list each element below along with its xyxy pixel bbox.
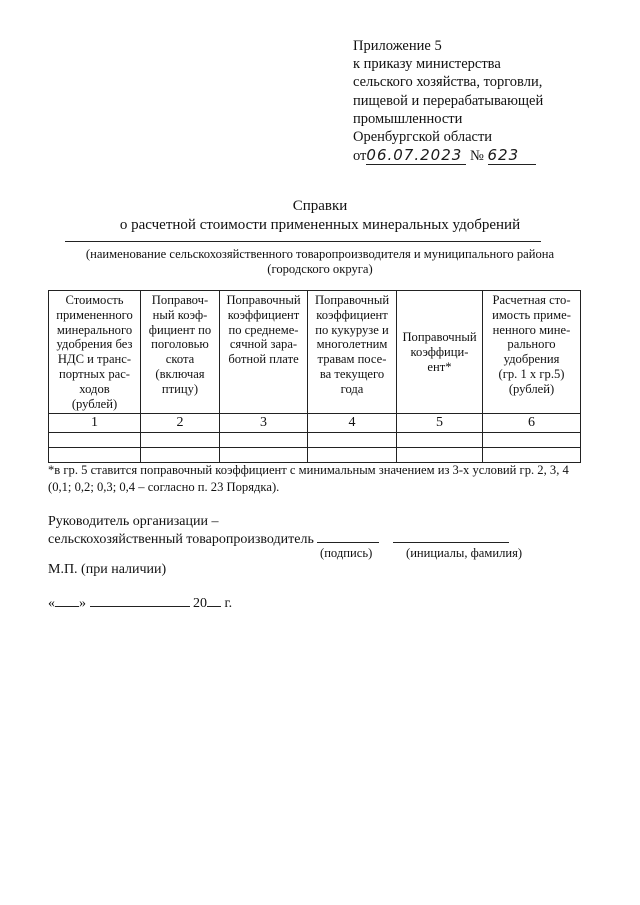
appendix-line: к приказу министерства: [353, 56, 501, 73]
footnote: *в гр. 5 ставится поправочный коэффициент с минимальным значением из 3-х условий гр. 2, 3, 4 (0,1; 0,2; 0,3; 0,4 – согласно п. 23 Порядка).: [48, 463, 569, 494]
date-prefix: от: [353, 148, 367, 165]
producer-caption: (наименование сельскохозяйственного товаропроизводителя и муниципального района: [85, 247, 555, 261]
appendix-block: [353, 37, 543, 165]
fertilizer-cost-table: [48, 290, 581, 463]
date-close-quote: »: [79, 596, 86, 611]
stamp-label: М.П. (при наличии): [48, 562, 167, 577]
column-number: 5: [397, 414, 483, 433]
column-number: 1: [49, 414, 141, 433]
appendix-line: Приложение 5: [353, 38, 442, 54]
signature-title: Руководитель организации –: [48, 514, 219, 529]
column-number: 4: [308, 414, 397, 433]
date-open-quote: «: [48, 596, 55, 611]
table-row: [49, 433, 581, 448]
year-suffix: г.: [224, 596, 233, 611]
year-field: [207, 594, 221, 607]
signature-caption: (подпись): [320, 546, 373, 560]
name-field: [393, 530, 509, 543]
appendix-line: сельского хозяйства, торговли,: [353, 74, 543, 91]
document-subtitle: о расчетной стоимости примененных минеральных удобрений: [119, 217, 521, 233]
producer-name-line: [65, 241, 541, 242]
table-number-row: [49, 414, 581, 433]
document-title: Справки: [292, 198, 348, 214]
day-field: [55, 594, 79, 607]
order-number: 623: [488, 146, 536, 165]
column-number: 6: [483, 414, 581, 433]
appendix-line: Оренбургской области: [353, 129, 493, 146]
table-row: [49, 448, 581, 463]
date-line: [48, 594, 232, 612]
header-cell-calculated-cost: Расчетная сто- имость приме- ненного мине- рального удобрения (гр. 1 х гр.5) (рублей): [483, 291, 581, 414]
column-number: 3: [220, 414, 308, 433]
month-field: [90, 594, 190, 607]
name-caption: (инициалы, фамилия): [406, 546, 523, 560]
table-header-row: [49, 291, 581, 414]
appendix-line: промышленности: [353, 110, 463, 127]
number-prefix: №: [470, 148, 484, 165]
header-cell-correction-coefficient: Поправочный коэффици- ент*: [397, 291, 483, 414]
header-cell-salary-coefficient: Поправочный коэффициент по среднеме- сячной зара- ботной плате: [220, 291, 308, 414]
signature-field: [317, 530, 379, 543]
order-date: 06.07.2023: [366, 146, 466, 165]
appendix-line: пищевой и перерабатывающей: [353, 92, 544, 109]
producer-label: сельскохозяйственный товаропроизводитель: [48, 532, 314, 547]
order-date-line: [353, 146, 543, 165]
header-cell-crop-coefficient: Поправочный коэффициент по кукурузе и многолетним травам посе- ва текущего года: [308, 291, 397, 414]
year-prefix: 20: [193, 596, 207, 611]
column-number: 2: [141, 414, 220, 433]
header-cell-cost: Стоимость примененного минерального удобрения без НДС и транс- портных рас- ходов (рублей): [49, 291, 141, 414]
header-cell-livestock-coefficient: Поправоч- ный коэф- фициент по поголовью скота (включая птицу): [141, 291, 220, 414]
producer-caption-district: (городского округа): [267, 262, 373, 276]
